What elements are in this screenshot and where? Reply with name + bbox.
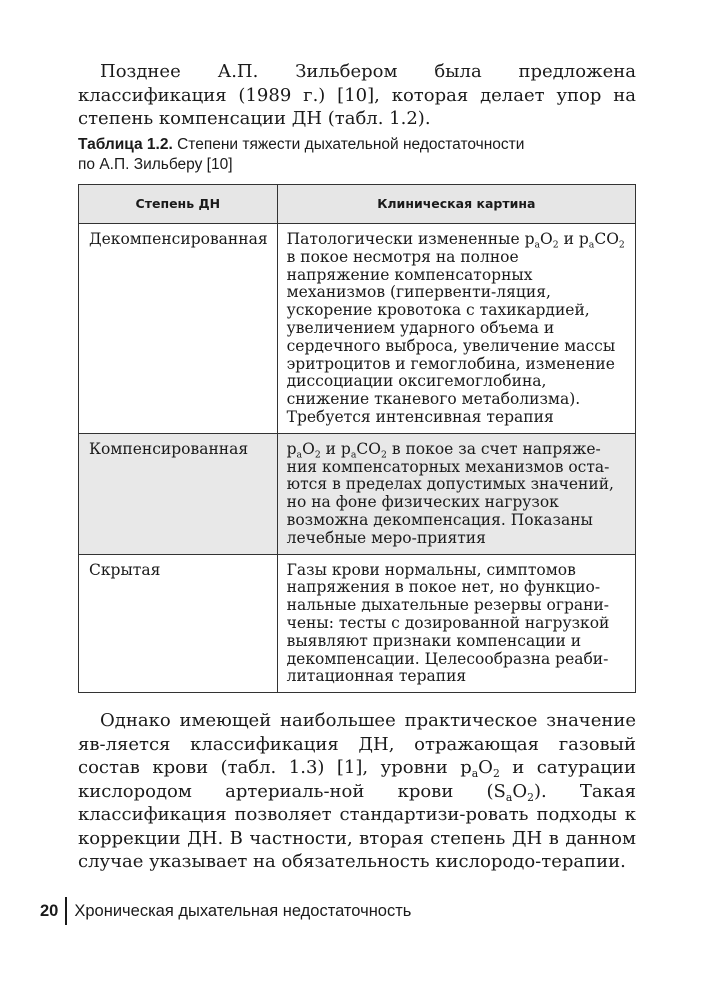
cell-description: Газы крови нормальны, симптомов напряжения в покое нет, но функцио-нальные дыхательные резервы ограни-чены: тесты с дозированной нагрузкой выявляют признаки компенсации и декомпенсации. Целесообразна реаби-литационная терапия [277,554,635,693]
conclusion-paragraph: Однако имеющей наибольшее практическое значение яв-ляется классификация ДН, отражающая газовый состав крови (табл. 1.3) [1], уровни $p_aO_2$ и сатурации кислородом артериаль-ной крови $(S_aO_2)$. Такая классификация позволяет стандартизи-ровать подходы к коррекции ДН. В частности, вторая степень ДН в данном случае указывает на обязательность кислородо-терапии. [78,710,637,872]
running-title: Хроническая дыхательная недостаточность [74,901,412,920]
table-row-compensated [79,433,636,554]
table-header-row [79,185,636,224]
header-degree: Степень ДН [79,185,278,224]
table-caption-title: Степени тяжести дыхательной недостаточности [177,136,525,153]
intro-paragraph: Позднее А.П. Зильбером была предложена классификация (1989 г.) [10], которая делает упор на степень компенсации ДН (табл. 1.2). [78,61,636,129]
header-clinical-picture: Клиническая картина [277,185,635,224]
footer-divider [65,897,67,925]
cell-description: Патологически измененные $p_aO_2$ и $p_aCO_2$ в покое несмотря на полное напряжение компенсаторных механизмов (гипервенти-ляция, ускорение кровотока с тахикардией, увеличением ударного объема и сердечного выброса, увеличение массы эритроцитов и гемоглобина, изменение диссоциации оксигемоглобина, снижение тканевого метаболизма). Требуется интенсивная терапия [277,224,635,434]
severity-table [78,184,636,693]
table-row-decompensated [79,224,636,434]
cell-degree: Декомпенсированная [79,224,278,434]
cell-degree: Компенсированная [79,433,278,554]
table-caption-label: Таблица 1.2. [78,136,173,153]
table-caption-source: по А.П. Зильберу [10] [78,156,233,173]
table-row-latent [79,554,636,693]
page-footer [40,898,411,924]
table-caption [78,135,636,175]
cell-description: $p_aO_2$ и $p_aCO_2$ в покое за счет напряже-ния компенсаторных механизмов оста-ются в пределах допустимых значений, но на фоне физических нагрузок возможна декомпенсация. Показаны лечебные меро-приятия [277,433,635,554]
page-number: 20 [40,901,59,920]
cell-degree: Скрытая [79,554,278,693]
